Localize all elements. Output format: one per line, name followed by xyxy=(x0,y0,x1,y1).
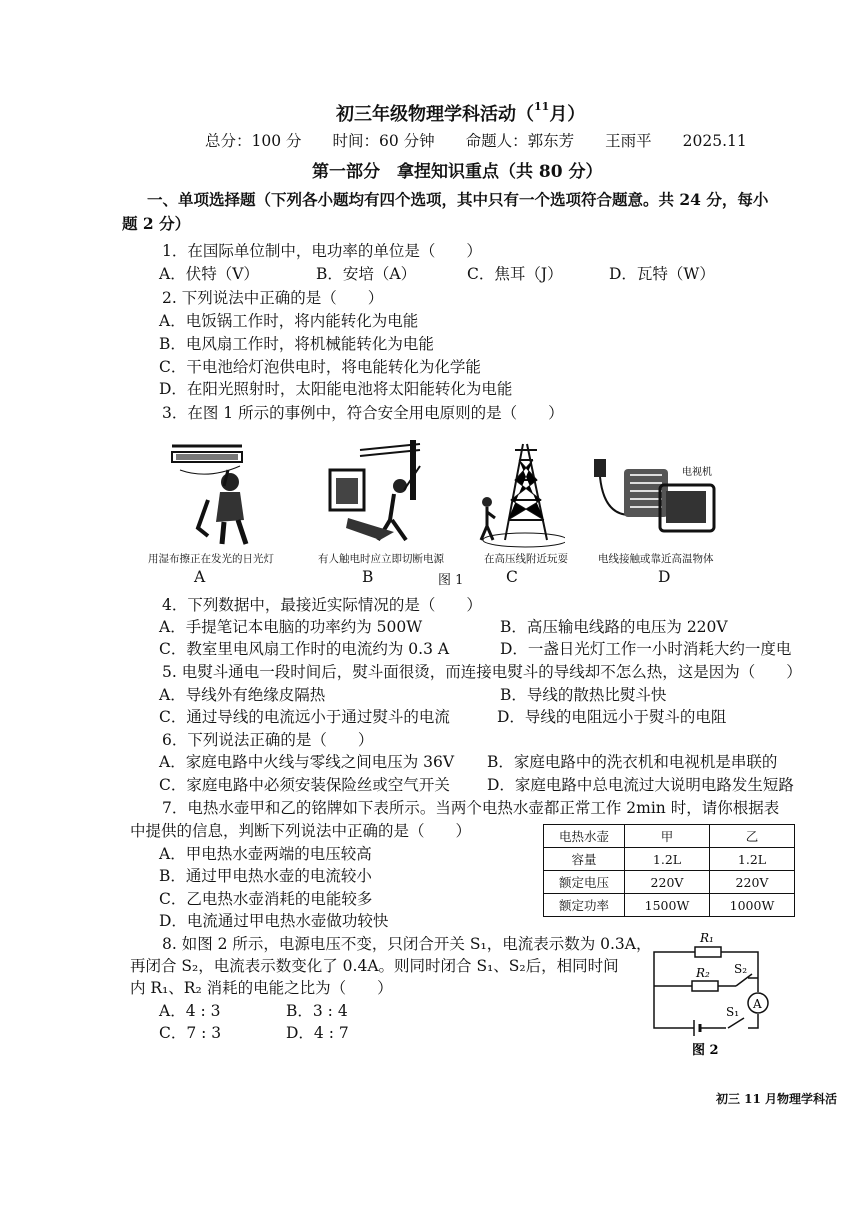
table-row xyxy=(544,871,795,894)
q1-option-d: D．瓦特（W） xyxy=(609,265,715,283)
resistor-r2 xyxy=(692,981,718,991)
figure1-label: 图 1 xyxy=(438,573,464,588)
q7-option-b: B．通过甲电热水壶的电流较小 xyxy=(159,867,372,885)
page-footer: 初三 11 月物理学科活 xyxy=(716,1092,838,1106)
q7-option-c: C．乙电热水壶消耗的电能较多 xyxy=(159,890,373,908)
title-text: 初三年级物理学科活动（ xyxy=(336,104,534,125)
q5-option-c: C．通过导线的电流远小于通过熨斗的电流 xyxy=(159,708,450,726)
q5-option-b: B．导线的散热比熨斗快 xyxy=(500,686,667,704)
q5-stem: 5. 电熨斗通电一段时间后，熨斗面很烫，而连接电熨斗的导线却不怎么热，这是因为（ ） xyxy=(162,663,802,681)
q8-option-b: B．3 : 4 xyxy=(286,1002,348,1020)
table-row xyxy=(544,894,795,917)
q6-stem: 6．下列说法正确的是（ ） xyxy=(162,731,374,749)
label-s2: S₂ xyxy=(734,962,748,976)
q7-option-a: A．甲电热水壶两端的电压较高 xyxy=(159,845,372,863)
table-header-row xyxy=(544,825,795,848)
q6-option-b: B．家庭电路中的洗衣机和电视机是串联的 xyxy=(487,753,778,771)
table-cell: 1.2L xyxy=(625,848,710,871)
table-cell: 220V xyxy=(710,871,795,894)
exam-title xyxy=(336,100,585,126)
table-header-cell: 电热水壶 xyxy=(544,825,625,848)
table-cell: 额定功率 xyxy=(544,894,625,917)
section-heading-line2: 题 2 分） xyxy=(122,214,191,233)
q1-stem: 1．在国际单位制中，电功率的单位是（ ） xyxy=(162,242,482,260)
q8-option-d: D．4 : 7 xyxy=(286,1024,349,1042)
q7-stem-line1: 7．电热水壶甲和乙的铭牌如下表所示。当两个电热水壶都正常工作 2min 时，请你根据表 xyxy=(162,799,780,817)
q7-option-d: D．电流通过甲电热水壶做功较快 xyxy=(159,912,389,930)
table-cell: 1500W xyxy=(625,894,710,917)
figure2-label: 图 2 xyxy=(692,1043,719,1058)
table-cell: 1.2L xyxy=(710,848,795,871)
q8-stem-line2: 再闭合 S₂，电流表示数变化了 0.4A。则同时闭合 S₁、S₂后，相同时间 xyxy=(130,957,619,975)
kettle-spec-table xyxy=(543,824,795,917)
title-end: 月） xyxy=(549,104,586,125)
q5-option-d: D．导线的电阻远小于熨斗的电阻 xyxy=(497,708,727,726)
q6-option-d: D．家庭电路中总电流过大说明电路发生短路 xyxy=(487,776,794,794)
q4-option-c: C．教室里电风扇工作时的电流约为 0.3 A xyxy=(159,640,450,658)
section-heading-line1: 一、单项选择题（下列各小题均有四个选项，其中只有一个选项符合题意。共 24 分，每小 xyxy=(147,190,769,209)
q1-option-a: A．伏特（V） xyxy=(159,265,259,283)
q6-option-a: A．家庭电路中火线与零线之间电压为 36V xyxy=(159,753,455,771)
table-cell: 容量 xyxy=(544,848,625,871)
figure1-caption-a: 用湿布擦正在发光的日光灯 xyxy=(148,553,274,565)
exam-meta: 总分：100 分 时间：60 分钟 命题人：郭东芳 王雨平 2025.11 xyxy=(205,132,747,150)
tv-label: 电视机 xyxy=(682,467,712,478)
title-month: 11 xyxy=(534,100,550,113)
label-s1: S₁ xyxy=(726,1005,740,1019)
q4-option-b: B．高压输电线路的电压为 220V xyxy=(500,618,728,636)
q2-stem: 2. 下列说法中正确的是（ ） xyxy=(162,289,384,307)
figure1-caption-d: 电线接触或靠近高温物体 xyxy=(598,553,714,565)
q4-option-d: D．一盏日光灯工作一小时消耗大约一度电 xyxy=(500,640,792,658)
figure1-letter-b: B xyxy=(362,568,374,586)
q3-stem: 3．在图 1 所示的事例中，符合安全用电原则的是（ ） xyxy=(162,404,564,422)
figure2-circuit xyxy=(640,926,790,1061)
figure1-scene-c xyxy=(475,440,565,550)
q2-option-c: C．干电池给灯泡供电时，将电能转化为化学能 xyxy=(159,358,481,376)
figure1-scene-a xyxy=(168,440,268,550)
q8-option-a: A．4 : 3 xyxy=(159,1002,221,1020)
label-r1: R₁ xyxy=(700,931,714,945)
table-cell: 1000W xyxy=(710,894,795,917)
figure1-scene-d xyxy=(590,445,720,545)
q2-option-d: D．在阳光照射时，太阳能电池将太阳能转化为电能 xyxy=(159,380,513,398)
figure1-caption-b: 有人触电时应立即切断电源 xyxy=(318,553,444,565)
label-ammeter: A xyxy=(753,997,762,1011)
q4-option-a: A．手提笔记本电脑的功率约为 500W xyxy=(159,618,423,636)
part-heading: 第一部分 拿捏知识重点（共 80 分） xyxy=(312,162,603,182)
table-row xyxy=(544,848,795,871)
figure1-letter-a: A xyxy=(194,568,206,586)
table-header-cell: 甲 xyxy=(625,825,710,848)
resistor-r1 xyxy=(695,947,721,957)
q5-option-a: A．导线外有绝缘皮隔热 xyxy=(159,686,326,704)
figure1-scene-b xyxy=(320,440,430,550)
table-cell: 220V xyxy=(625,871,710,894)
q6-option-c: C．家庭电路中必须安装保险丝或空气开关 xyxy=(159,776,450,794)
q4-stem: 4．下列数据中，最接近实际情况的是（ ） xyxy=(162,596,482,614)
figure1-caption-c: 在高压线附近玩耍 xyxy=(484,553,568,565)
q2-option-b: B．电风扇工作时，将机械能转化为电能 xyxy=(159,335,434,353)
q1-option-c: C．焦耳（J） xyxy=(467,265,563,283)
table-header-cell: 乙 xyxy=(710,825,795,848)
table-cell: 额定电压 xyxy=(544,871,625,894)
label-r2: R₂ xyxy=(696,966,710,980)
q8-stem-line1: 8. 如图 2 所示，电源电压不变，只闭合开关 S₁，电流表示数为 0.3A， xyxy=(162,935,652,953)
figure1-letter-c: C xyxy=(506,568,518,586)
figure1-letter-d: D xyxy=(658,568,671,586)
q1-option-b: B．安培（A） xyxy=(316,265,417,283)
q2-option-a: A．电饭锅工作时，将内能转化为电能 xyxy=(159,312,419,330)
q8-stem-line3: 内 R₁、R₂ 消耗的电能之比为（ ） xyxy=(130,979,393,997)
q7-stem-line2: 中提供的信息，判断下列说法中正确的是（ ） xyxy=(130,822,472,840)
q8-option-c: C．7 : 3 xyxy=(159,1024,222,1042)
